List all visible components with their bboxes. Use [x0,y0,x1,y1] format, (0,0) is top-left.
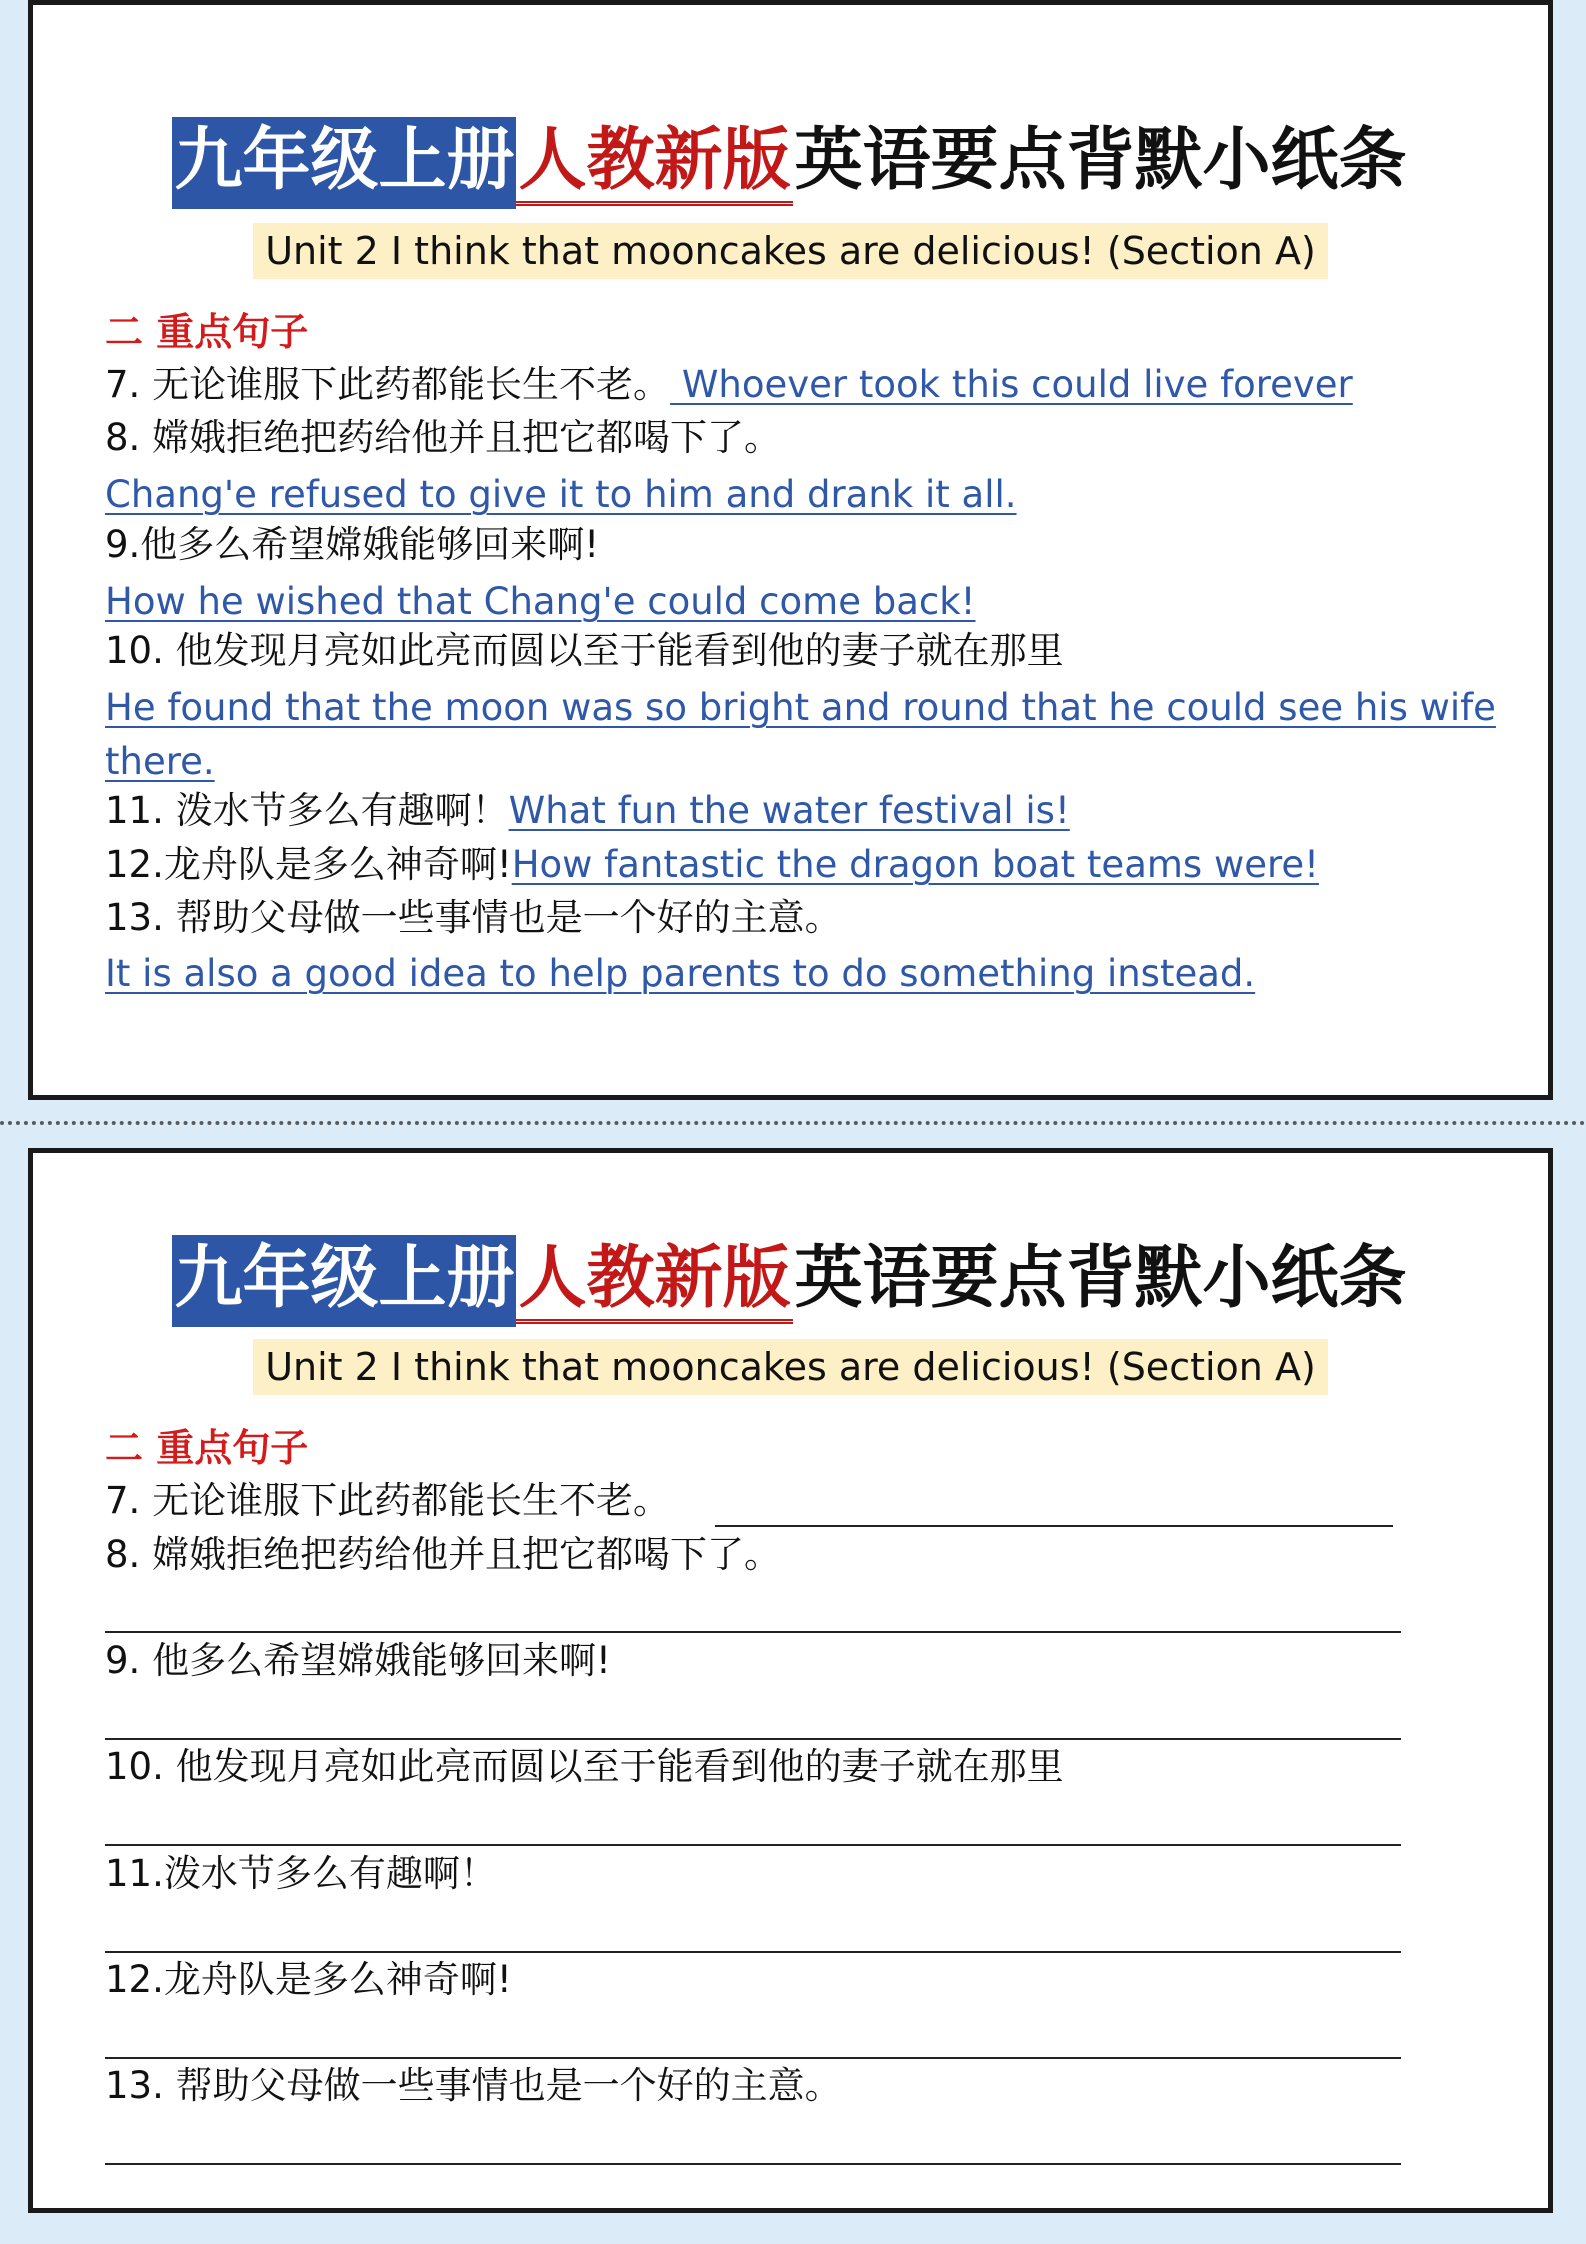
sentence-9-prompt: 9.他多么希望嫦娥能够回来啊! [105,523,600,566]
sentence-11 [105,789,1070,833]
answer-blank-11[interactable] [105,1951,1401,1953]
practice-sentence-10: 10. 他发现月亮如此亮而圆以至于能看到他的妻子就在那里 [105,1745,1064,1788]
page-title [33,117,1548,209]
sentence-7-answer: Whoever took this could live forever [670,363,1353,406]
title-edition: 人教新版 [516,1235,792,1324]
unit-subtitle: Unit 2 I think that mooncakes are delicious! (Section A) [33,223,1548,279]
title-rest: 英语要点背默小纸条 [794,121,1407,200]
sentence-13-prompt: 13. 帮助父母做一些事情也是一个好的主意。 [105,896,842,939]
section-heading: 二 重点句子 [105,310,309,354]
answer-blank-13[interactable] [105,2163,1401,2165]
sentence-12-prompt: 12.龙舟队是多么神奇啊! [105,843,512,886]
sentence-8-answer: Chang'e refused to give it to him and drank it all. [105,473,1017,516]
title-edition: 人教新版 [516,117,792,206]
practice-sentence-11: 11.泼水节多么有趣啊！ [105,1852,497,1895]
practice-sentence-9: 9. 他多么希望嫦娥能够回来啊! [105,1639,611,1682]
answer-blank-10[interactable] [105,1844,1401,1846]
answer-blank-8[interactable] [105,1631,1401,1633]
unit-subtitle: Unit 2 I think that mooncakes are delicious! (Section A) [33,1339,1548,1395]
practice-sentence-8: 8. 嫦娥拒绝把药给他并且把它都喝下了。 [105,1533,782,1576]
sentence-10-prompt: 10. 他发现月亮如此亮而圆以至于能看到他的妻子就在那里 [105,629,1064,672]
sentence-11-prompt: 11. 泼水节多么有趣啊！ [105,789,509,832]
answer-card [28,0,1553,1100]
title-grade: 九年级上册 [172,1235,516,1327]
sentence-7 [105,363,1353,407]
section-heading: 二 重点句子 [105,1426,309,1470]
sentence-12-answer: How fantastic the dragon boat teams were! [511,843,1319,886]
practice-sentence-7: 7. 无论谁服下此药都能长生不老。 [105,1479,671,1522]
practice-card [28,1148,1553,2213]
sentence-13-answer: It is also a good idea to help parents to do something instead. [105,952,1256,995]
answer-blank-12[interactable] [105,2057,1401,2059]
title-grade: 九年级上册 [172,117,516,209]
sentence-9-answer: How he wished that Chang'e could come back! [105,580,976,623]
sentence-8-prompt: 8. 嫦娥拒绝把药给他并且把它都喝下了。 [105,416,782,459]
sentence-12 [105,843,1319,887]
page-title [33,1235,1548,1327]
practice-sentence-12: 12.龙舟队是多么神奇啊! [105,1958,512,2001]
answer-blank-9[interactable] [105,1738,1401,1740]
sentence-7-prompt: 7. 无论谁服下此药都能长生不老。 [105,363,671,406]
cut-line-divider [0,1121,1586,1125]
answer-blank-7[interactable] [715,1525,1393,1527]
practice-sentence-13: 13. 帮助父母做一些事情也是一个好的主意。 [105,2064,842,2107]
sentence-11-answer: What fun the water festival is! [508,789,1070,832]
title-rest: 英语要点背默小纸条 [794,1239,1407,1318]
sentence-10-answer: He found that the moon was so bright and round that he could see his wife there. [105,686,1496,783]
